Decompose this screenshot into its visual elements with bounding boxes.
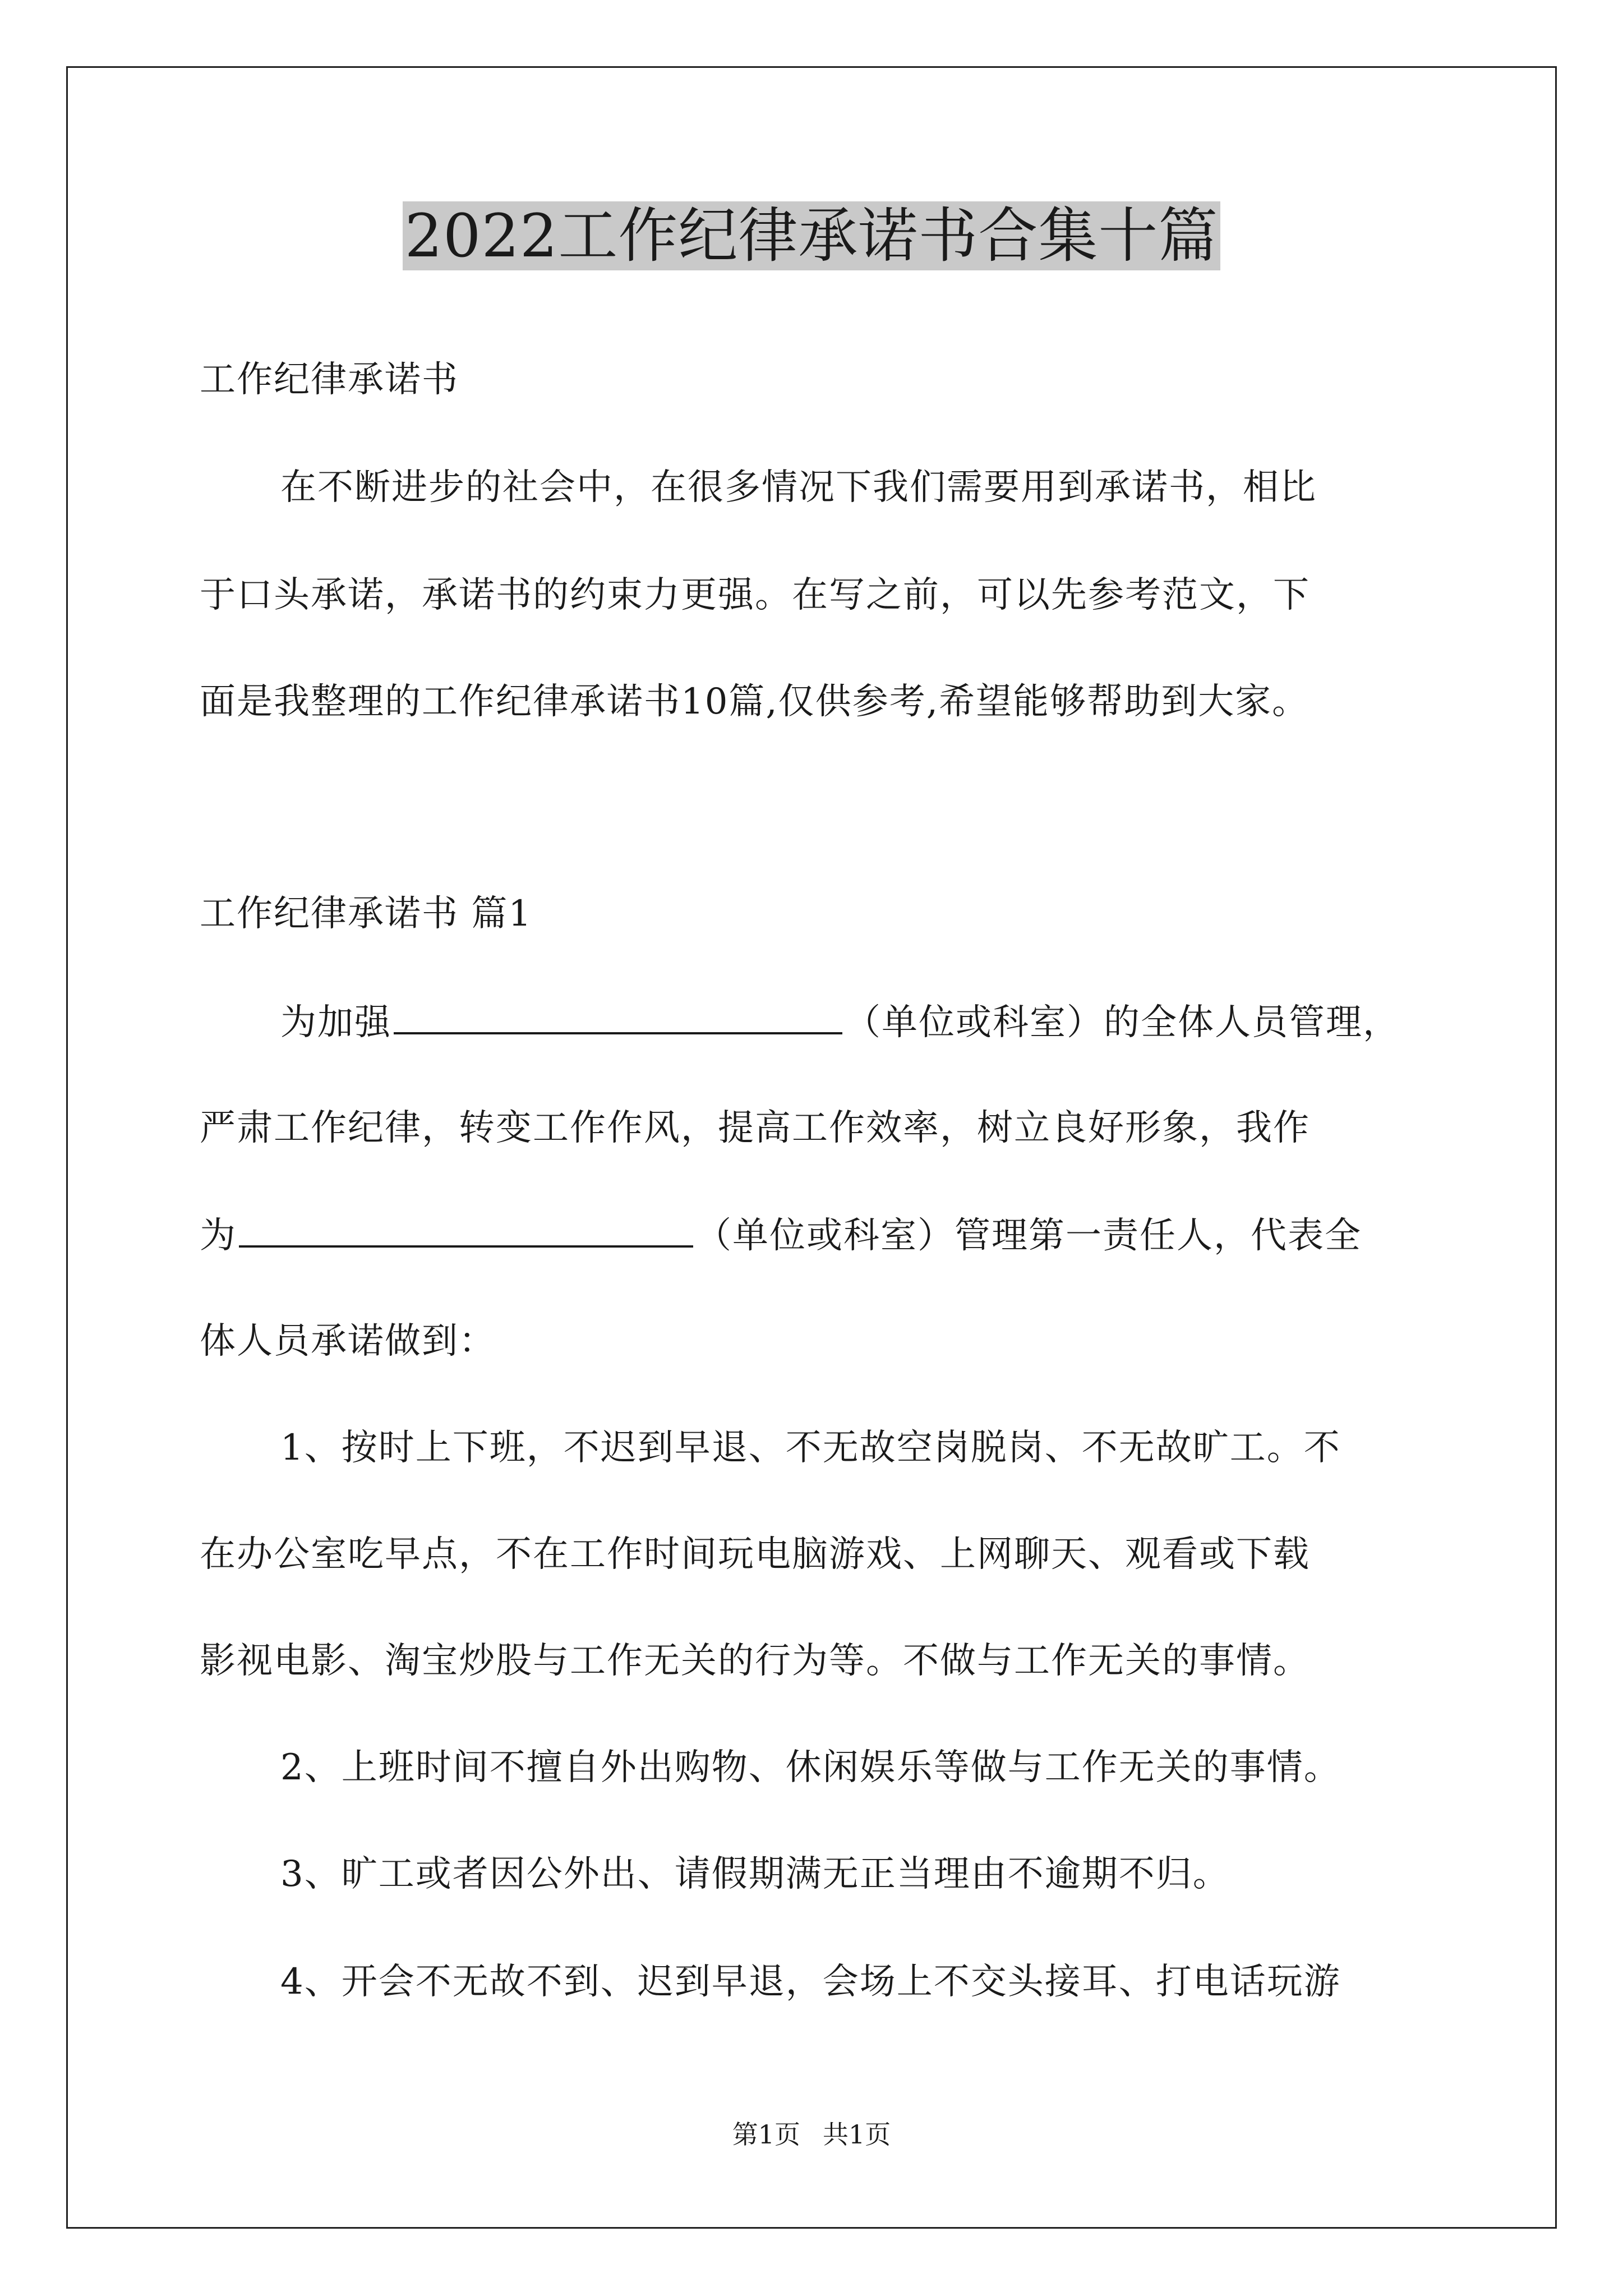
paragraph-line: 严肃工作纪律，转变工作作风，提高工作效率，树立良好形象，我作 [200, 1107, 1310, 1149]
intro-line: 于口头承诺，承诺书的约束力更强。在写之前，可以先参考范文，下 [200, 574, 1310, 616]
paragraph-text: 为 [200, 1215, 237, 1257]
intro-line: 面是我整理的工作纪律承诺书10篇,仅供参考,希望能够帮助到大家。 [200, 681, 1310, 723]
list-item: 4、开会不无故不到、迟到早退，会场上不交头接耳、打电话玩游 [280, 1961, 1341, 2003]
section-heading: 工作纪律承诺书 篇1 [200, 893, 533, 935]
paragraph-line [280, 996, 1400, 1048]
intro-heading: 工作纪律承诺书 [200, 359, 459, 401]
paragraph-line: 体人员承诺做到： [200, 1320, 496, 1362]
list-item: 2、上班时间不擅自外出购物、休闲娱乐等做与工作无关的事情。 [280, 1747, 1341, 1788]
list-item: 影视电影、淘宝炒股与工作无关的行为等。不做与工作无关的事情。 [200, 1640, 1310, 1682]
list-item: 3、旷工或者因公外出、请假期满无正当理由不逾期不归。 [280, 1853, 1230, 1895]
paragraph-text: （单位或科室）的全体人员管理， [845, 1002, 1400, 1043]
page-footer [0, 2118, 1623, 2151]
document-title [0, 194, 1623, 278]
intro-line: 在不断进步的社会中，在很多情况下我们需要用到承诺书，相比 [280, 467, 1317, 508]
paragraph-text: 为加强 [280, 1002, 391, 1043]
fill-in-blank[interactable] [394, 996, 842, 1034]
page-total: 共1页 [823, 2119, 891, 2150]
paragraph-text: （单位或科室）管理第一责任人，代表全 [695, 1215, 1362, 1257]
list-item: 1、按时上下班，不迟到早退、不无故空岗脱岗、不无故旷工。不 [280, 1427, 1341, 1469]
page-number: 第1页 [732, 2119, 800, 2150]
document-title-text: 2022工作纪律承诺书合集十篇 [403, 201, 1221, 270]
fill-in-blank[interactable] [239, 1209, 693, 1248]
list-item: 在办公室吃早点，不在工作时间玩电脑游戏、上网聊天、观看或下载 [200, 1534, 1310, 1575]
paragraph-line [200, 1209, 1362, 1261]
